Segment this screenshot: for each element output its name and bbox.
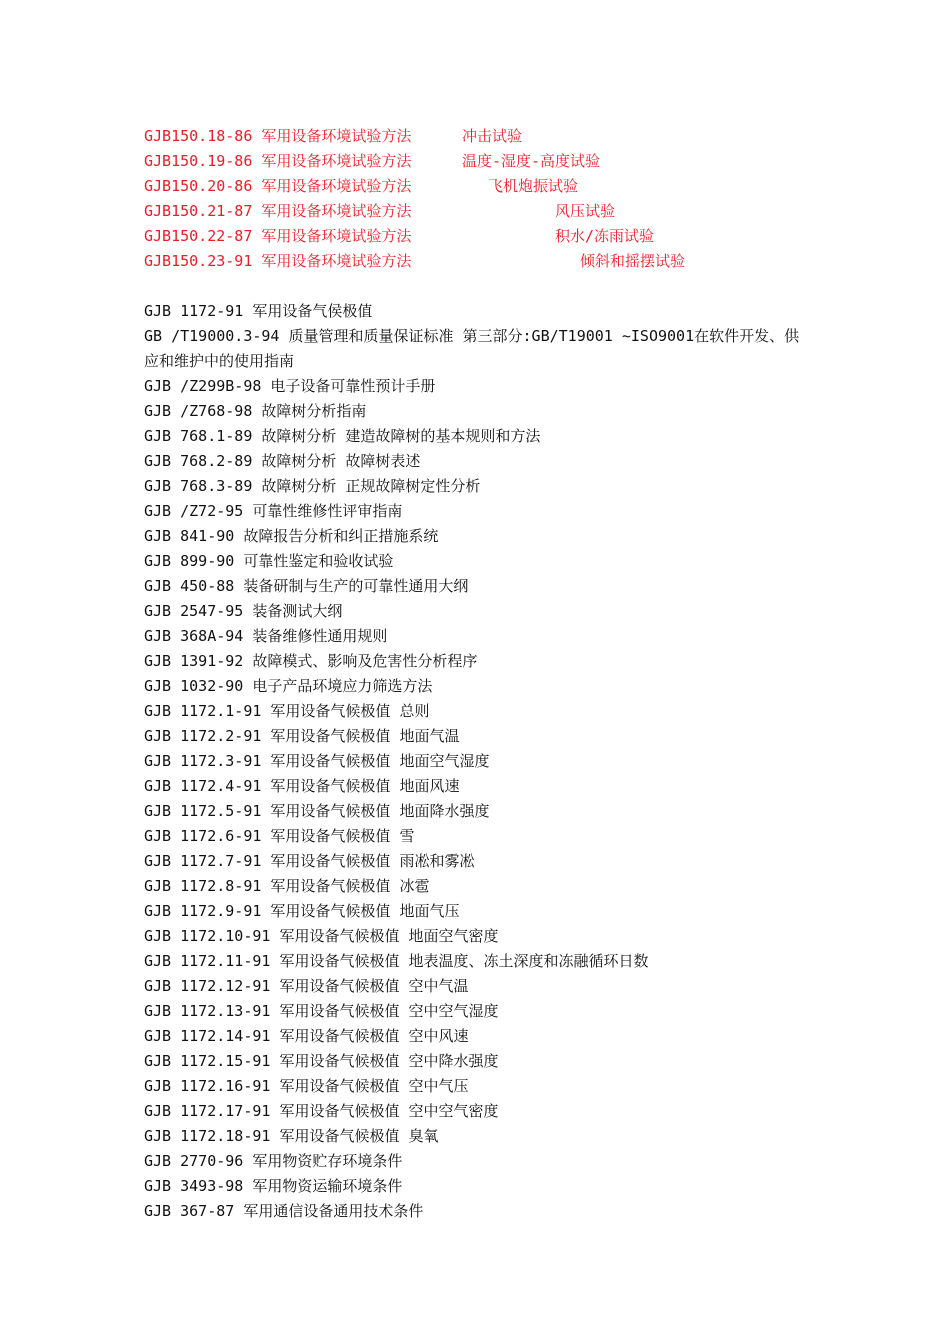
test-name: 风压试验 — [555, 202, 616, 220]
list-item: GJB 1172.13-91 军用设备气候极值 空中空气湿度 — [144, 1002, 499, 1020]
list-item: GJB 1172.18-91 军用设备气候极值 臭氧 — [144, 1127, 439, 1145]
list-item — [144, 199, 844, 224]
standard-code: GJB150.20-86 军用设备环境试验方法 — [144, 177, 412, 195]
list-item: GJB 1172.17-91 军用设备气候极值 空中空气密度 — [144, 1102, 499, 1120]
test-name: 飞机炮振试验 — [488, 177, 579, 195]
list-item: GJB 1391-92 故障模式、影响及危害性分析程序 — [144, 652, 478, 670]
list-item: GJB 1172.14-91 军用设备气候极值 空中风速 — [144, 1027, 469, 1045]
list-item: GJB 3493-98 军用物资运输环境条件 — [144, 1177, 403, 1195]
list-item: GJB 1032-90 电子产品环境应力筛选方法 — [144, 677, 433, 695]
list-item: GJB 367-87 军用通信设备通用技术条件 — [144, 1202, 424, 1220]
list-item: GJB 841-90 故障报告分析和纠正措施系统 — [144, 527, 439, 545]
list-item: GJB 1172.6-91 军用设备气候极值 雪 — [144, 827, 415, 845]
list-item: GJB 899-90 可靠性鉴定和验收试验 — [144, 552, 394, 570]
list-item: GJB 1172.2-91 军用设备气候极值 地面气温 — [144, 727, 460, 745]
list-item: GJB 768.2-89 故障树分析 故障树表述 — [144, 452, 421, 470]
list-item: GJB 768.3-89 故障树分析 正规故障树定性分析 — [144, 477, 481, 495]
environmental-test-list — [144, 124, 844, 274]
standards-list — [144, 299, 814, 1224]
list-item: GJB 1172.4-91 军用设备气候极值 地面风速 — [144, 777, 460, 795]
list-item: GJB 1172.8-91 军用设备气候极值 冰雹 — [144, 877, 430, 895]
list-item: GJB 1172.1-91 军用设备气候极值 总则 — [144, 702, 430, 720]
test-name: 积水/冻雨试验 — [555, 227, 655, 245]
list-item: GJB 1172.3-91 军用设备气候极值 地面空气湿度 — [144, 752, 490, 770]
list-item: GB /T19000.3-94 质量管理和质量保证标准 第三部分:GB/T19001 ~ISO9001在软件开发、供应和维护中的使用指南 — [144, 327, 800, 370]
list-item: GJB 1172.16-91 军用设备气候极值 空中气压 — [144, 1077, 469, 1095]
standard-code: GJB150.18-86 军用设备环境试验方法 — [144, 127, 412, 145]
list-item: GJB 1172.15-91 军用设备气候极值 空中降水强度 — [144, 1052, 499, 1070]
list-item: GJB 1172.5-91 军用设备气候极值 地面降水强度 — [144, 802, 490, 820]
list-item: GJB /Z72-95 可靠性维修性评审指南 — [144, 502, 403, 520]
standard-code: GJB150.21-87 军用设备环境试验方法 — [144, 202, 412, 220]
list-item: GJB /Z299B-98 电子设备可靠性预计手册 — [144, 377, 436, 395]
list-item: GJB 1172-91 军用设备气侯极值 — [144, 302, 373, 320]
list-item: GJB /Z768-98 故障树分析指南 — [144, 402, 367, 420]
list-item: GJB 450-88 装备研制与生产的可靠性通用大纲 — [144, 577, 469, 595]
standard-code: GJB150.23-91 军用设备环境试验方法 — [144, 252, 412, 270]
list-item: GJB 368A-94 装备维修性通用规则 — [144, 627, 388, 645]
list-item — [144, 249, 844, 274]
list-item: GJB 1172.9-91 军用设备气候极值 地面气压 — [144, 902, 460, 920]
standard-code: GJB150.19-86 军用设备环境试验方法 — [144, 152, 412, 170]
list-item — [144, 124, 844, 149]
list-item: GJB 768.1-89 故障树分析 建造故障树的基本规则和方法 — [144, 427, 541, 445]
test-name: 倾斜和摇摆试验 — [580, 252, 686, 270]
list-item: GJB 2547-95 装备测试大纲 — [144, 602, 343, 620]
standard-code: GJB150.22-87 军用设备环境试验方法 — [144, 227, 412, 245]
test-name: 温度-湿度-高度试验 — [462, 152, 601, 170]
list-item — [144, 174, 844, 199]
test-name: 冲击试验 — [462, 127, 523, 145]
list-item: GJB 1172.7-91 军用设备气候极值 雨凇和雾凇 — [144, 852, 475, 870]
list-item: GJB 1172.10-91 军用设备气候极值 地面空气密度 — [144, 927, 499, 945]
list-item — [144, 149, 844, 174]
list-item: GJB 1172.11-91 军用设备气候极值 地表温度、冻土深度和冻融循环日数 — [144, 952, 649, 970]
list-item — [144, 224, 844, 249]
list-item: GJB 2770-96 军用物资贮存环境条件 — [144, 1152, 403, 1170]
list-item: GJB 1172.12-91 军用设备气候极值 空中气温 — [144, 977, 469, 995]
